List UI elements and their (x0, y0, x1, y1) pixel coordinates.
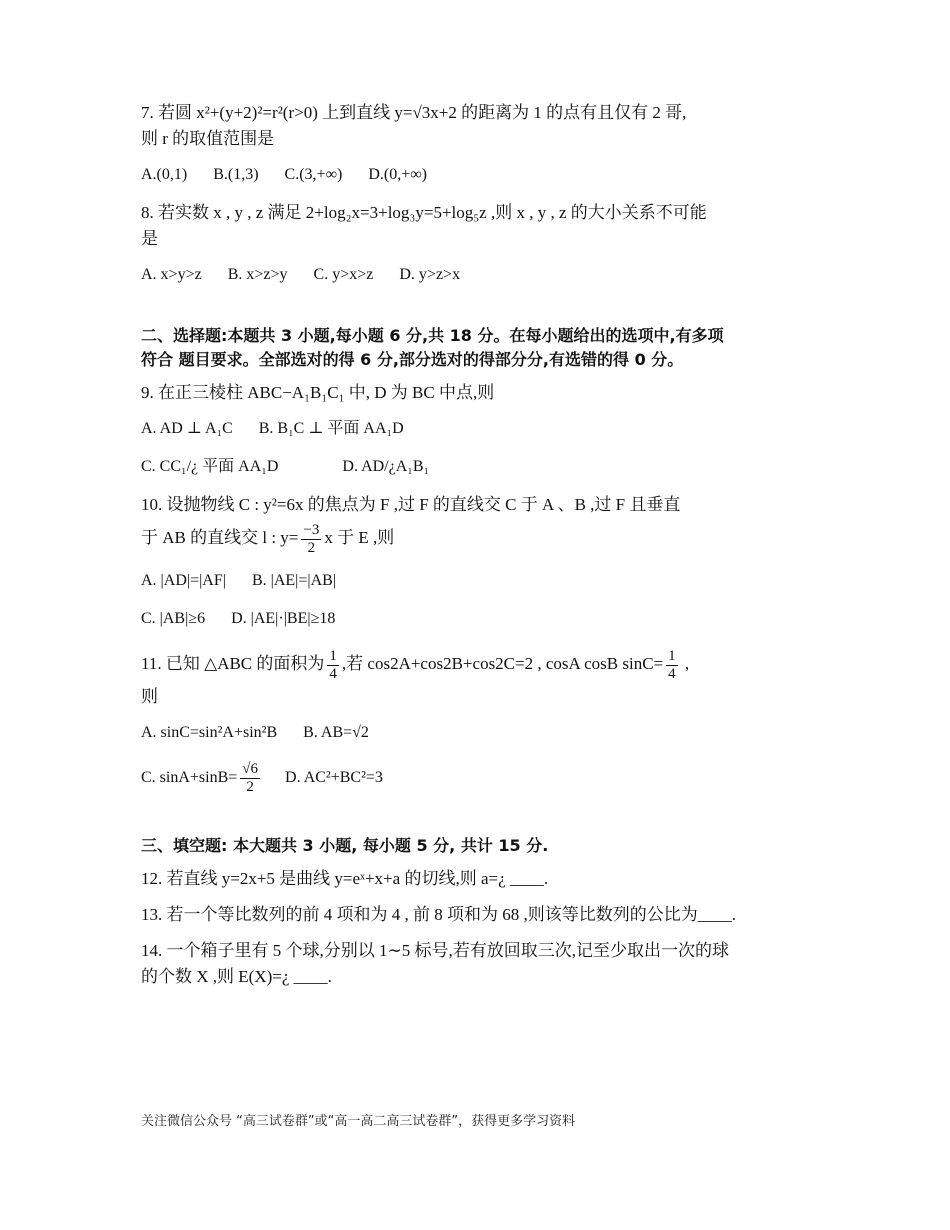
q10-line2-pre: 于 AB 的直线交 l : y= (141, 528, 299, 547)
q11-option-c-pre: C. sinA+sinB= (141, 769, 238, 786)
q8-option-a: A. x>y>z (141, 266, 202, 283)
q14-stem-line2: 的个数 X ,则 E(X)=¿ ____. (141, 967, 332, 986)
question-11 (141, 644, 811, 798)
q10-option-b: B. |AE|=|AB| (251, 572, 337, 589)
q11-stem-line1 (141, 644, 811, 684)
q9-stem: 9. 在正三棱柱 ABC−A₁B₁C₁ 中, D 为 BC 中点,则 (141, 383, 495, 402)
q8-stem-line2: 是 (141, 229, 158, 248)
q11-optc-num: √6 (242, 760, 259, 777)
q7-options (141, 162, 811, 188)
section-2-line1: 二、选择题:本题共 3 小题,每小题 6 分,共 18 分。在每小题给出的选项中,有多项 (141, 326, 724, 345)
q8-option-d: D. y>z>x (399, 266, 461, 283)
q11-options-row1 (141, 720, 811, 746)
exam-page (141, 100, 811, 1000)
q9-option-d: D. AD/¿A₁B₁ (342, 458, 430, 475)
q9-option-c: C. CC₁/¿ 平面 AA₁D (141, 458, 279, 475)
q10-frac-den: 2 (307, 539, 316, 556)
q8-option-b: B. x>z>y (227, 266, 288, 283)
section-2-heading (141, 324, 811, 372)
q11-option-d: D. AC²+BC²=3 (285, 769, 383, 786)
q7-option-b: B.(1,3) (213, 166, 259, 183)
q10-options-row2 (141, 606, 811, 632)
q11-frac2-num: 1 (668, 647, 676, 664)
q10-frac-num: −3 (303, 521, 320, 538)
q14-stem-line1: 14. 一个箱子里有 5 个球,分别以 1∼5 标号,若有放回取三次,记至少取出一次的球 (141, 941, 729, 960)
q11-fraction-2 (666, 648, 678, 683)
question-7 (141, 100, 811, 188)
q11-pre: 11. 已知 △ABC 的面积为 (141, 654, 325, 673)
q11-frac2-den: 4 (668, 665, 676, 682)
q9-option-a: A. AD ⊥ A₁C (141, 420, 233, 437)
q7-stem-line2: 则 r 的取值范围是 (141, 129, 275, 148)
q11-fraction-1 (327, 648, 339, 683)
q10-option-c: C. |AB|≥6 (141, 610, 206, 627)
q11-options-row2 (141, 758, 811, 798)
q7-option-a: A.(0,1) (141, 166, 188, 183)
q10-option-d: D. |AE|·|BE|≥18 (231, 610, 336, 627)
question-12: 12. 若直线 y=2x+5 是曲线 y=eˣ+x+a 的切线,则 a=¿ ____. (141, 869, 549, 888)
q10-stem-line2 (141, 518, 811, 558)
q7-stem-line1: 7. 若圆 x²+(y+2)²=r²(r>0) 上到直线 y=√3x+2 的距离为 1 的点有且仅有 2 哥, (141, 103, 687, 122)
question-8 (141, 200, 811, 288)
q11-option-a: A. sinC=sin²A+sin²B (141, 724, 278, 741)
q8-option-c: C. y>x>z (313, 266, 374, 283)
footer-note: 关注微信公众号 “高三试卷群”或“高一高二高三试卷群”，获得更多学习资料 (141, 1114, 576, 1129)
q11-frac1-den: 4 (329, 665, 337, 682)
question-9 (141, 380, 811, 480)
q11-post: , (680, 654, 690, 673)
q9-options-row1 (141, 416, 811, 442)
q10-option-a: A. |AD|=|AF| (141, 572, 226, 589)
section-3-heading: 三、填空题: 本大题共 3 小题, 每小题 5 分, 共计 15 分. (141, 836, 549, 855)
q8-stem-line1: 8. 若实数 x , y , z 满足 2+log₂x=3+log₃y=5+log₅z ,则 x , y , z 的大小关系不可能 (141, 203, 707, 222)
q11-optc-den: 2 (246, 778, 254, 795)
question-10 (141, 492, 811, 632)
q7-option-c: C.(3,+∞) (284, 166, 343, 183)
q10-options-row1 (141, 568, 811, 594)
q11-option-b: B. AB=√2 (303, 724, 369, 741)
q7-option-d: D.(0,+∞) (368, 166, 427, 183)
q9-options-row2 (141, 454, 811, 480)
question-14 (141, 938, 811, 990)
q10-stem-line1: 10. 设抛物线 C : y²=6x 的焦点为 F ,过 F 的直线交 C 于 A 、B ,过 F 且垂直 (141, 495, 681, 514)
q8-options (141, 262, 811, 288)
q10-line2-post: x 于 E ,则 (324, 528, 395, 547)
q11-optc-fraction (240, 761, 260, 796)
section-2-line2: 符合 题目要求。全部选对的得 6 分,部分选对的得部分分,有选错的得 0 分。 (141, 350, 684, 369)
question-13: 13. 若一个等比数列的前 4 项和为 4 , 前 8 项和为 68 ,则该等比数列的公比为____. (141, 905, 736, 924)
q11-frac1-num: 1 (329, 647, 337, 664)
q10-fraction (301, 522, 321, 557)
q11-stem-line2: 则 (141, 687, 158, 706)
q9-option-b: B. B₁C ⊥ 平面 AA₁D (258, 420, 404, 437)
q11-mid: ,若 cos2A+cos2B+cos2C=2 , cosA cosB sinC= (341, 654, 664, 673)
